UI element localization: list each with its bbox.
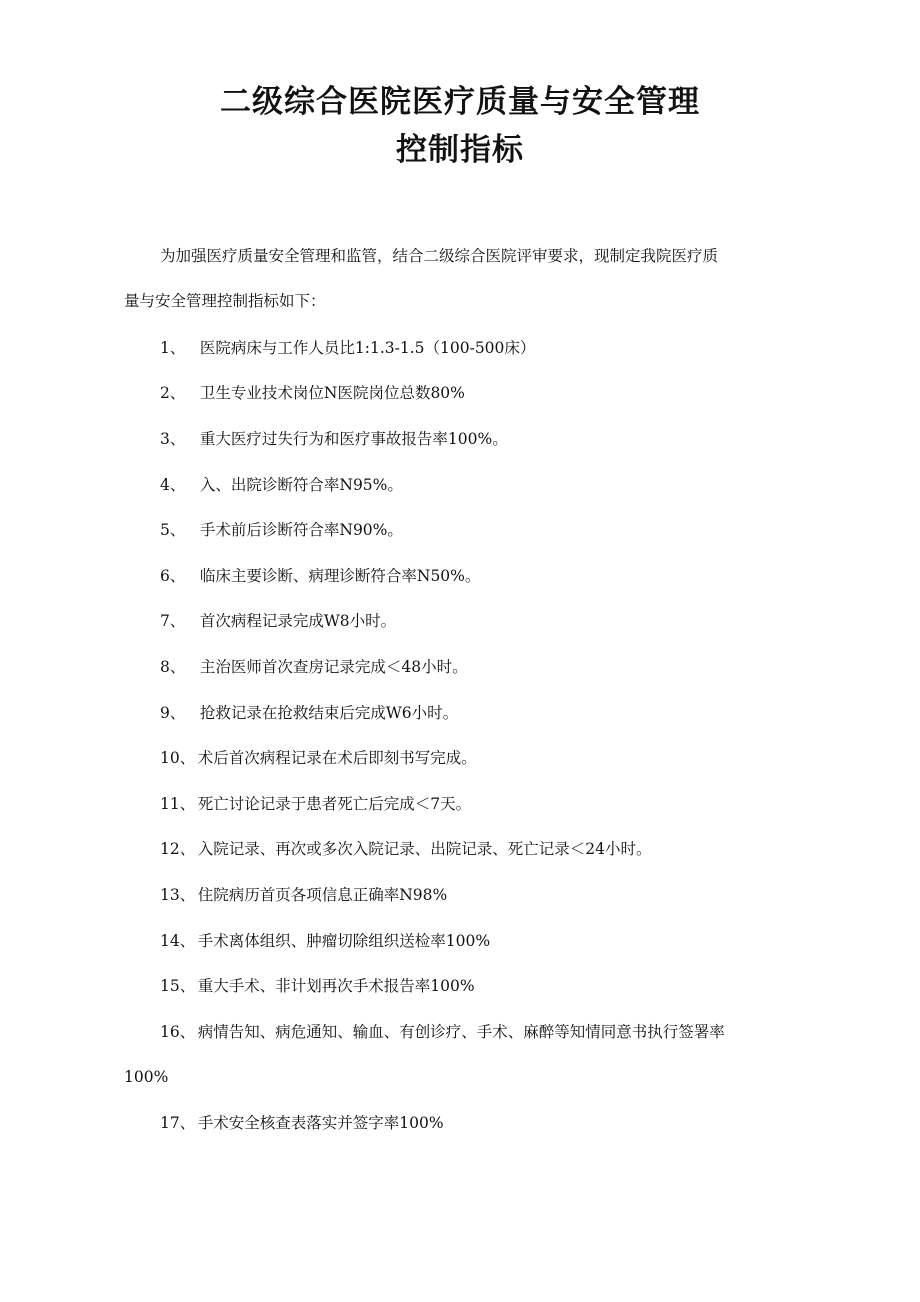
list-item-separator: 、: [179, 795, 196, 813]
list-item-text: 重大手术、非计划再次手术报告率100%: [197, 977, 475, 995]
document-title-line1: 二级综合医院医疗质量与安全管理: [220, 84, 700, 120]
list-item: [160, 930, 828, 952]
list-item: [160, 337, 828, 359]
list-item-number: 3: [160, 430, 170, 448]
list-item-separator: 、: [179, 749, 196, 767]
list-item-separator: 、: [169, 339, 186, 357]
list-item-number: 14: [160, 932, 180, 950]
list-item-separator: 、: [169, 430, 186, 448]
list-item: [160, 565, 828, 587]
list-item-separator: 、: [169, 384, 186, 402]
list-item: [160, 519, 828, 541]
list-item-number: 1: [160, 339, 170, 357]
list-item: [160, 975, 828, 997]
list-item: [160, 610, 828, 632]
list-item-separator: 、: [179, 977, 196, 995]
list-item: [160, 747, 828, 769]
list-item-separator: 、: [169, 658, 186, 676]
list-item-separator: 、: [169, 704, 186, 722]
list-item-text: 医院病床与工作人员比1:1.3-1.5（100-500床）: [199, 339, 536, 357]
list-item-text: 入、出院诊断符合率N95%。: [199, 476, 403, 494]
list-item-number: 4: [160, 476, 170, 494]
list-item: [160, 838, 828, 860]
list-item-separator: 、: [179, 1114, 196, 1132]
list-item-number: 12: [160, 840, 180, 858]
list-item: [160, 428, 828, 450]
list-item-number: 13: [160, 886, 180, 904]
list-item-separator: 、: [169, 567, 186, 585]
list-item-separator: 、: [169, 476, 186, 494]
list-item: [160, 382, 828, 404]
list-item-separator: 、: [169, 612, 186, 630]
list-item-text: 卫生专业技术岗位N医院岗位总数80%: [199, 384, 465, 402]
list-item: [160, 884, 828, 906]
list-item-separator: 、: [179, 932, 196, 950]
list-item: [160, 702, 828, 724]
intro-paragraph-line2: 量与安全管理控制指标如下：: [124, 292, 326, 310]
list-item-number: 8: [160, 658, 170, 676]
list-item-text: 入院记录、再次或多次入院记录、出院记录、死亡记录＜24小时。: [197, 840, 652, 858]
list-item: [160, 1112, 828, 1134]
list-item-text: 临床主要诊断、病理诊断符合率N50%。: [199, 567, 481, 585]
list-item-text: 抢救记录在抢救结束后完成W6小时。: [199, 704, 459, 722]
list-item: [160, 656, 828, 678]
list-item-number: 15: [160, 977, 180, 995]
list-item: [160, 793, 828, 815]
list-item-text: 术后首次病程记录在术后即刻书写完成。: [197, 749, 477, 767]
list-item-text: 重大医疗过失行为和医疗事故报告率100%。: [199, 430, 508, 448]
list-item-number: 16: [160, 1023, 180, 1041]
list-item-number: 11: [160, 795, 180, 813]
list-item-text: 住院病历首页各项信息正确率N98%: [197, 886, 448, 904]
list-item-number: 7: [160, 612, 170, 630]
list-item-number: 2: [160, 384, 170, 402]
list-item-text: 死亡讨论记录于患者死亡后完成＜7天。: [197, 795, 472, 813]
list-item-number: 9: [160, 704, 170, 722]
list-item-number: 10: [160, 749, 180, 767]
list-item-separator: 、: [179, 840, 196, 858]
list-item-text: 手术安全核查表落实并签字率100%: [197, 1114, 444, 1132]
list-item-separator: 、: [179, 886, 196, 904]
list-item-text: 主治医师首次查房记录完成＜48小时。: [199, 658, 468, 676]
list-item-separator: 、: [169, 521, 186, 539]
list-item-number: 5: [160, 521, 170, 539]
list-item-text: 手术离体组织、肿瘤切除组织送检率100%: [197, 932, 491, 950]
list-item-separator: 、: [179, 1023, 196, 1041]
list-item-number: 6: [160, 567, 170, 585]
list-item-text: 手术前后诊断符合率N90%。: [199, 521, 403, 539]
list-item-text: 病情告知、病危通知、输血、有创诊疗、手术、麻醉等知情同意书执行签署率: [197, 1023, 725, 1041]
list-item: [160, 474, 828, 496]
intro-paragraph-line1: 为加强医疗质量安全管理和监管，结合二级综合医院评审要求，现制定我院医疗质: [160, 247, 719, 265]
list-item-text: 首次病程记录完成W8小时。: [199, 612, 397, 630]
list-item-number: 17: [160, 1114, 180, 1132]
list-item: [160, 1021, 828, 1043]
list-item-continuation: 100%: [124, 1068, 169, 1086]
document-title-line2: 控制指标: [396, 132, 524, 168]
